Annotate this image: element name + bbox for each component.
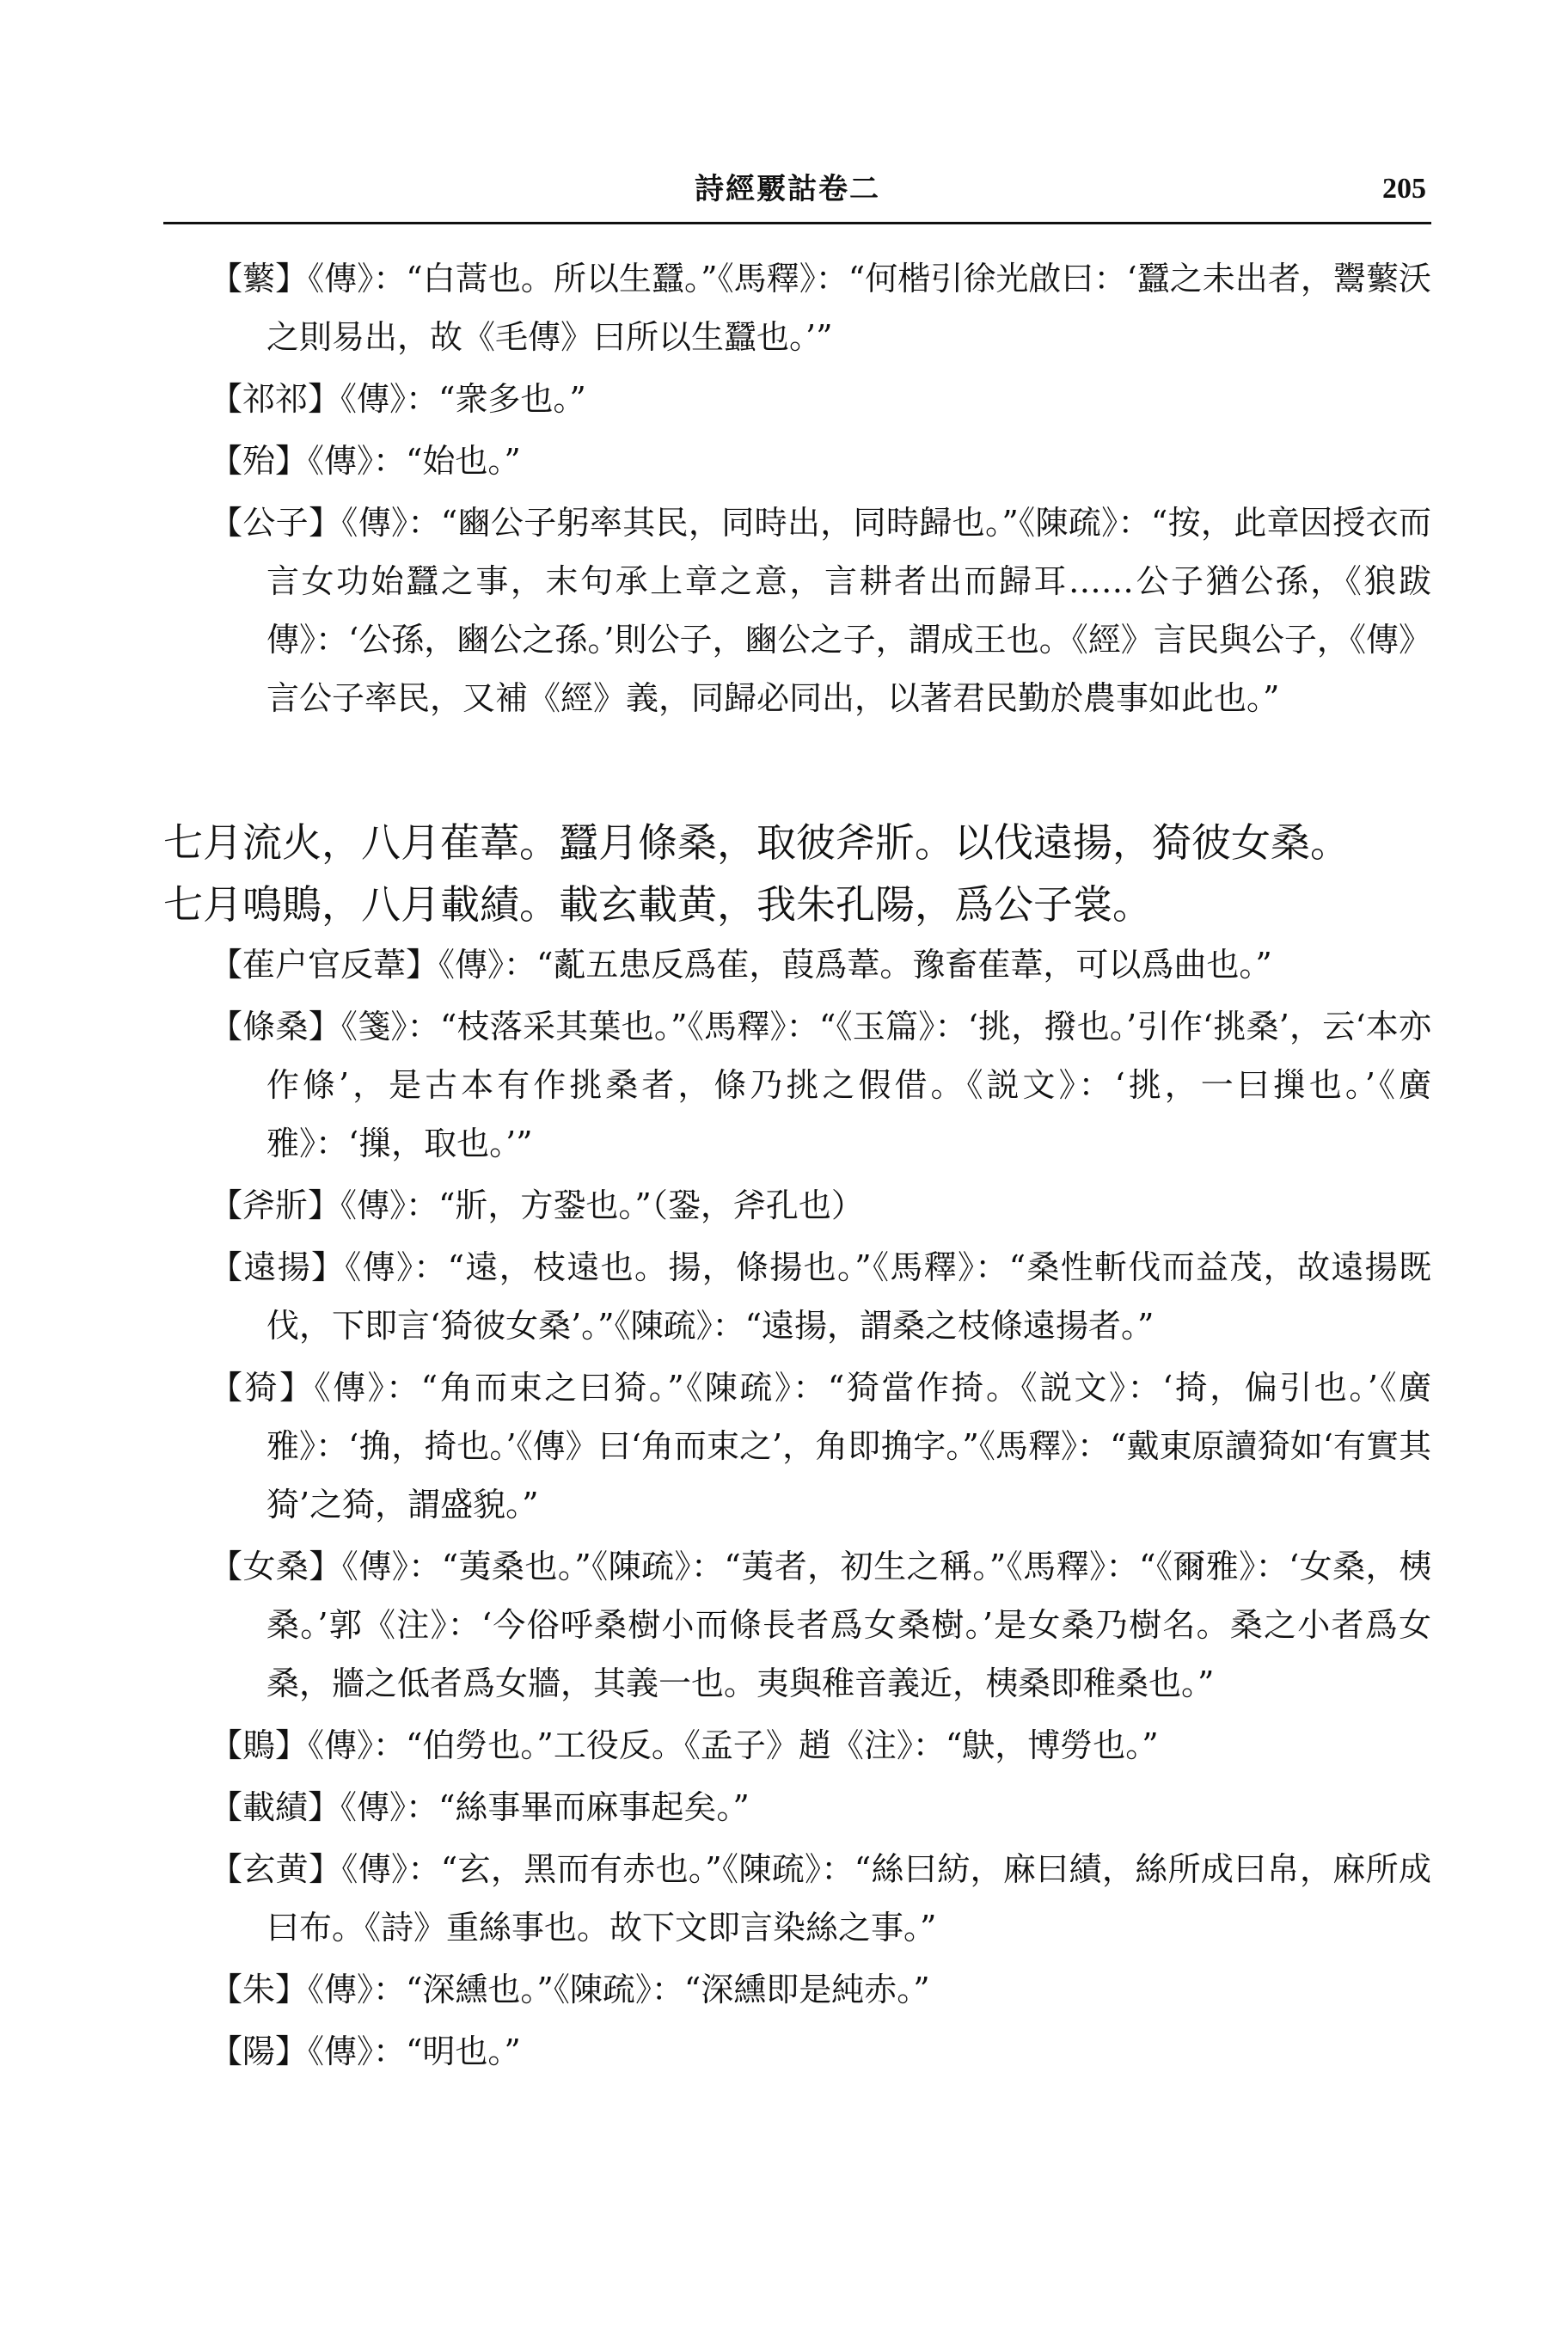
poem-verse xyxy=(163,812,1431,935)
annotation-entry: 【條桑】《箋》：“枝落采其葉也。”《馬釋》：“《玉篇》：‘挑，撥也。’引作‘挑桑’，云‘本亦作條’，是古本有作挑桑者，條乃挑之假借。《説文》：‘挑，一曰摷也。’《廣雅》：‘摷，取也。’” xyxy=(210,1008,1431,1162)
section-spacer xyxy=(163,731,1431,812)
annotation-entry: 【蘩】《傳》：“白蒿也。所以生蠶。”《馬釋》：“何楷引徐光啟曰：‘蠶之未出者，鬻蘩沃之則易出，故《毛傳》曰所以生蠶也。’” xyxy=(210,260,1431,356)
page-content xyxy=(163,249,1431,2084)
annotation-entry: 【鵙】《傳》：“伯勞也。”工役反。《孟子》趙《注》：“鴃，博勞也。” xyxy=(210,1726,1159,1764)
annotation-entry: 【祁祁】《傳》：“衆多也。” xyxy=(210,380,586,418)
page-number: 205 xyxy=(1382,173,1426,205)
header-rule xyxy=(163,222,1431,224)
verse-line: 七月流火，八月萑葦。蠶月條桑，取彼斧斨。以伐遠揚，猗彼女桑。 xyxy=(163,819,1350,866)
verse-line: 七月鳴鵙，八月載績。載玄載黄，我朱孔陽，爲公子裳。 xyxy=(163,881,1152,928)
annotation-entry: 【斧斨】《傳》：“斨，方銎也。”（銎，斧孔也） xyxy=(210,1186,864,1224)
annotation-group-2 xyxy=(163,935,1431,2081)
running-title: 詩經覈詁卷二 xyxy=(695,172,880,206)
annotation-entry: 【遠揚】《傳》：“遠，枝遠也。揚，條揚也。”《馬釋》：“桑性斬伐而益茂，故遠揚既伐，下即言‘猗彼女桑’。”《陳疏》：“遠揚，謂桑之枝條遠揚者。” xyxy=(210,1248,1431,1345)
annotation-entry: 【載績】《傳》：“絲事畢而麻事起矣。” xyxy=(210,1788,750,1826)
annotation-group-1 xyxy=(163,249,1431,727)
annotation-entry: 【女桑】《傳》：“荑桑也。”《陳疏》：“荑者，初生之稱。”《馬釋》：“《爾雅》：‘女桑，桋桑。’郭《注》：‘今俗呼桑樹小而條長者爲女桑樹。’是女桑乃樹名。桑之小者爲女桑，牆之低者爲女牆，其義一也。夷與稚音義近，桋桑即稚桑也。” xyxy=(210,1548,1431,1702)
annotation-entry: 【朱】《傳》：“深纁也。”《陳疏》：“深纁即是純赤。” xyxy=(210,1971,930,2008)
annotation-entry: 【陽】《傳》：“明也。” xyxy=(210,2033,521,2070)
annotation-entry: 【公子】《傳》：“豳公子躬率其民，同時出，同時歸也。”《陳疏》：“按，此章因授衣而言女功始蠶之事，末句承上章之意，言耕者出而歸耳……公子猶公孫，《狼跋傳》：‘公孫，豳公之孫。’則公子，豳公之子，謂成王也。《經》言民與公子，《傳》言公子率民，又補《經》義，同歸必同出，以著君民勤於農事如此也。” xyxy=(210,504,1431,717)
annotation-entry: 【殆】《傳》：“始也。” xyxy=(210,442,521,480)
annotation-entry: 【猗】《傳》：“角而束之曰猗。”《陳疏》：“猗當作掎。《説文》：‘掎，偏引也。’《廣雅》：‘捔，掎也。’《傳》曰‘角而束之’，角即捔字。”《馬釋》：“戴東原讀猗如‘有實其猗’之猗，謂盛貌。” xyxy=(210,1369,1431,1524)
annotation-entry: 【萑户官反葦】《傳》：“薍五患反爲萑，葭爲葦。豫畜萑葦，可以爲曲也。” xyxy=(210,946,1272,984)
page-header xyxy=(163,169,1431,220)
annotation-entry: 【玄黄】《傳》：“玄，黑而有赤也。”《陳疏》：“絲曰紡，麻曰績，絲所成曰帛，麻所成曰布。《詩》重絲事也。故下文即言染絲之事。” xyxy=(210,1850,1431,1947)
